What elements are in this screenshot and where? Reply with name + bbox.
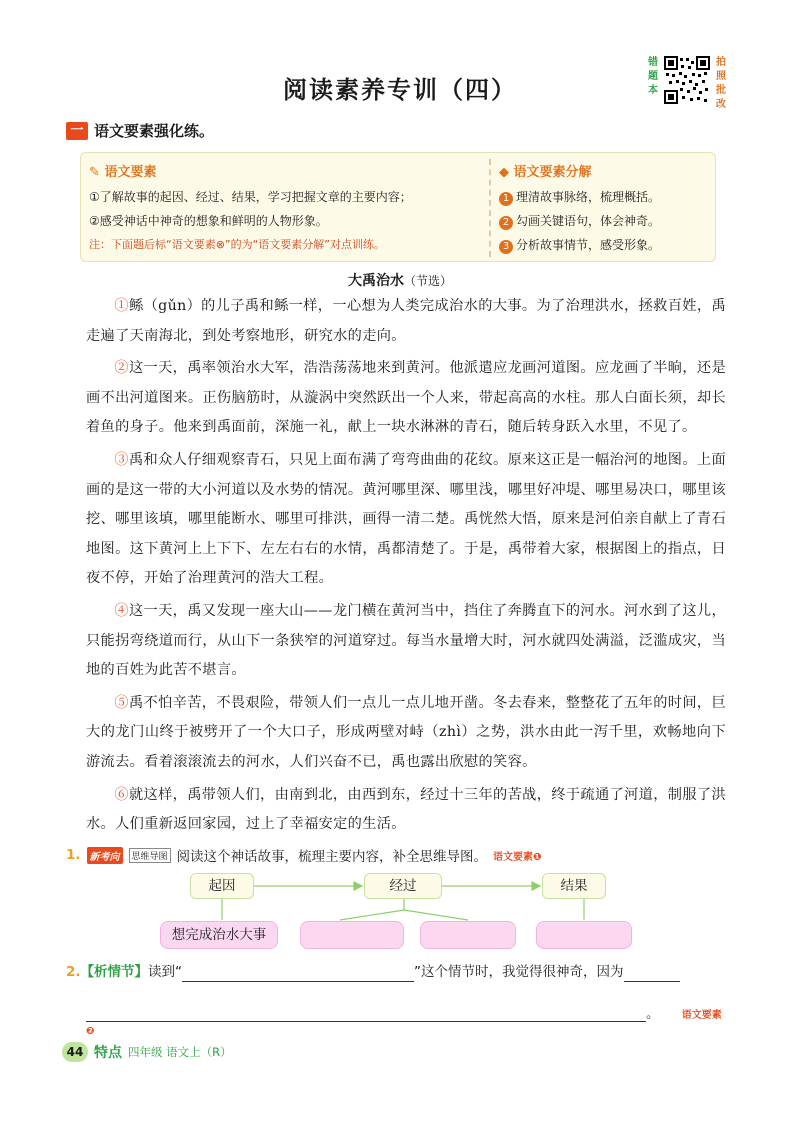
section-number: 一 <box>66 122 88 140</box>
breakdown-number: 1 <box>499 192 513 206</box>
answer-blank-result[interactable] <box>536 921 632 949</box>
connector-line <box>404 910 468 920</box>
paragraph-number: ④ <box>114 602 129 619</box>
connector-line <box>340 910 404 920</box>
node-cause: 起因 <box>190 873 254 899</box>
paragraph-number: ② <box>114 360 129 377</box>
qr-code-icon[interactable] <box>664 56 710 104</box>
requirements-box <box>80 152 716 262</box>
requirements-heading: 语文要素 <box>104 165 157 180</box>
pencil-icon: ✎ <box>89 165 100 180</box>
requirement-mark: 语文要素❷ <box>86 1010 722 1037</box>
mind-map <box>0 868 800 958</box>
story-paragraph: ②这一天，禹率领治水大军，浩浩荡荡地来到黄河。他派遣应龙画河道图。应龙画了半晌，还是画不出河道图来。正伤脑筋时，从漩涡中突然跃出一个人来，带起高高的水柱。那人白面长须，却长着鱼的身子。他来到禹面前，深施一礼，献上一块水淋淋的青石，随后转身跃入水里，不见了。 <box>86 360 726 436</box>
requirement-item-2: ②感受神话中神奇的想象和鲜明的人物形象。 <box>89 214 328 228</box>
arrowhead-icon <box>532 882 540 890</box>
qr-right-label: 拍照批改 <box>716 57 726 110</box>
grade-label: 四年级 语文上（R） <box>128 1045 232 1059</box>
arrowhead-icon <box>354 882 362 890</box>
breakdown-heading: 语文要素分解 <box>513 165 592 180</box>
answer-line-episode[interactable] <box>182 964 414 982</box>
breakdown-number: 2 <box>499 216 513 230</box>
requirements-left <box>89 161 489 257</box>
paragraph-number: ⑥ <box>114 786 129 803</box>
qr-left-label: 错题本 <box>648 57 658 96</box>
story-paragraph: ④这一天，禹又发现一座大山——龙门横在黄河当中，挡住了奔腾直下的河水。河水到了这儿，只能拐弯绕道而行，从山下一条狭窄的河道穿过。每当水量增大时，河水就四处满溢，泛滥成灾，当地的百姓为此苦不堪言。 <box>86 602 726 679</box>
question-number: 2. <box>66 964 81 980</box>
answer-line-reason[interactable] <box>86 1004 646 1022</box>
section-heading <box>66 120 214 141</box>
question-2-line-2: 。 语文要素❷ <box>86 1006 722 1037</box>
requirement-item-1: ①了解故事的起因、经过、结果，学习把握文章的主要内容； <box>89 190 412 204</box>
page-footer <box>62 1042 232 1062</box>
node-process: 经过 <box>364 873 442 899</box>
answer-cause: 想完成治水大事 <box>160 921 278 949</box>
section-title: 语文要素强化练。 <box>94 122 215 140</box>
tag-icon: ◆ <box>499 165 509 180</box>
answer-blank-process-1[interactable] <box>300 921 404 949</box>
paragraph-number: ① <box>114 298 129 314</box>
question-2: 2.【析情节】读到“ ”这个情节时，我觉得很神奇，因为 <box>66 962 726 982</box>
mind-map-tag: 思维导图 <box>129 848 171 863</box>
breakdown-item-2: 2 勾画关键语句，体会神奇。 <box>499 209 713 233</box>
story-paragraph: ⑥就这样，禹带领人们，由南到北，由西到东，经过十三年的苦战，终于疏通了河道，制服了洪水。人们重新返回家园，过上了幸福安定的生活。 <box>86 786 726 833</box>
note-text: 下面题后标“语文要素⊗”的为“语文要素分解”对点训练。 <box>111 238 386 251</box>
requirement-mark: 语文要素❶ <box>493 851 542 863</box>
story-paragraph: ⑤禹不怕辛苦，不畏艰险，带领人们一点儿一点儿地开凿。冬去春来，整整花了五年的时间，巨大的龙门山终于被劈开了一个大口子，形成两壁对峙（zhì）之势，洪水由此一泻千里，欢畅地向下游流去。看着滚滚流去的河水，人们兴奋不已，禹也露出欣慰的笑容。 <box>86 694 726 770</box>
question-number: 1. <box>66 847 81 863</box>
story-paragraph: ③禹和众人仔细观察青石，只见上面布满了弯弯曲曲的花纹。原来这正是一幅治河的地图。上面画的是这一带的大小河道以及水势的情况。黄河哪里深、哪里浅，哪里好冲堤、哪里易决口，哪里该挖、哪里该填，哪里能断水、哪里可排洪，画得一清二楚。禹恍然大悟，原来是河伯亲自献上了青石地图。这下黄河上上下下、左左右右的水情，禹都清楚了。于是，禹带着大家，根据图上的指点，日夜不停，开始了治理黄河的浩大工程。 <box>86 451 726 587</box>
brand-logo: 特点 <box>94 1045 122 1061</box>
requirement-note <box>89 233 489 257</box>
requirements-divider <box>489 159 491 257</box>
page-title: 阅读素养专训（四） <box>283 76 517 104</box>
paragraph-number: ③ <box>114 451 129 468</box>
question-text: 阅读这个神话故事，梳理主要内容，补全思维导图。 <box>176 849 488 865</box>
analysis-tag: 【析情节】 <box>80 964 149 980</box>
paragraph-number: ⑤ <box>114 694 129 711</box>
breakdown-item-3: 3 分析故事情节，感受形象。 <box>499 233 713 257</box>
answer-line-reason-start[interactable] <box>624 964 680 982</box>
question-1 <box>66 845 726 865</box>
story-body <box>86 292 726 843</box>
requirements-right <box>499 161 713 257</box>
qr-block[interactable] <box>648 56 728 108</box>
breakdown-number: 3 <box>499 240 513 254</box>
story-subtitle: （节选） <box>403 274 452 288</box>
note-label: 注： <box>89 238 111 251</box>
page-number: 44 <box>62 1042 88 1062</box>
breakdown-item-1: 1 理清故事脉络，梳理概括。 <box>499 185 713 209</box>
story-title: 大禹治水（节选） <box>347 273 452 289</box>
node-result: 结果 <box>542 873 606 899</box>
new-type-tag: 新考向 <box>87 847 123 864</box>
story-paragraph: ①鲧（gǔn）的儿子禹和鲧一样，一心想为人类完成治水的大事。为了治理洪水，拯救百姓，禹走遍了天南海北，到处考察地形，研究水的走向。 <box>86 298 727 344</box>
answer-blank-process-2[interactable] <box>420 921 516 949</box>
